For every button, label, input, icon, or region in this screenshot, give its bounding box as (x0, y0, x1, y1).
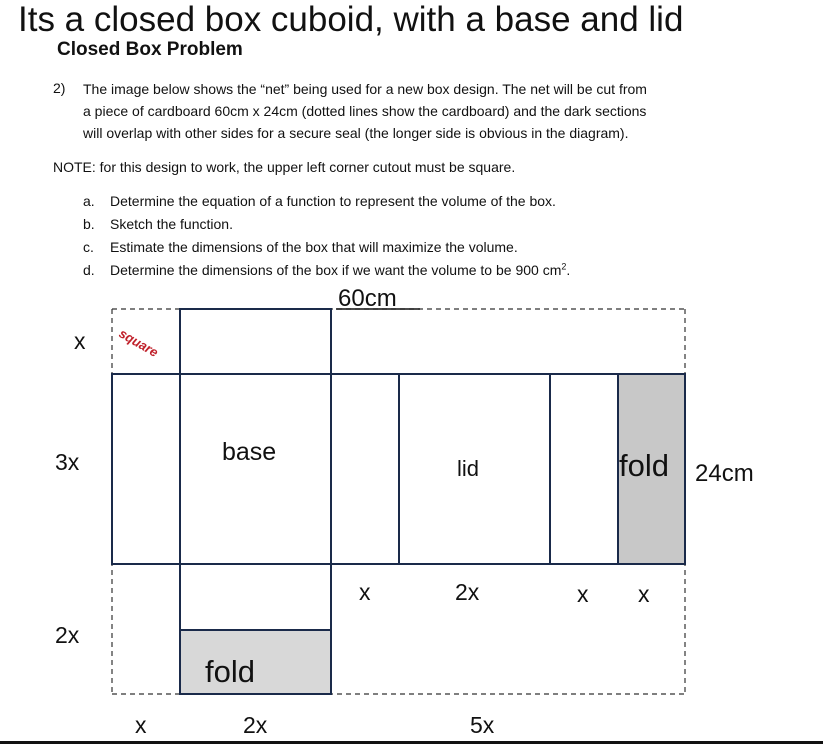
part-d-letter: d. (83, 262, 95, 278)
bottom-flap (180, 564, 331, 630)
top-flap (180, 309, 331, 374)
base-panel (180, 374, 331, 564)
left-side-panel (112, 374, 180, 564)
left-label-2x: 2x (55, 622, 80, 648)
part-b-text: Sketch the function. (110, 216, 233, 232)
inner-label-x-3: x (638, 581, 650, 607)
right-fold-label: fold (619, 448, 669, 483)
question-line-3: will overlap with other sides for a secure seal (the longer side is obvious in the diagram). (83, 125, 629, 141)
part-c-text: Estimate the dimensions of the box that will maximize the volume. (110, 239, 518, 255)
problem-title: Closed Box Problem (57, 39, 243, 60)
question-number: 2) (53, 80, 66, 96)
lid-label: lid (457, 456, 480, 481)
inner-label-x-1: x (359, 579, 371, 605)
part-a-text: Determine the equation of a function to represent the volume of the box. (110, 193, 556, 209)
part-b-letter: b. (83, 216, 95, 232)
right-side-panel (550, 374, 618, 564)
bottom-label-2x: 2x (243, 712, 268, 738)
middle-side-panel (331, 374, 399, 564)
part-d-text: Determine the dimensions of the box if we want the volume to be 900 $cm^2$. (110, 261, 571, 278)
bottom-rule (0, 741, 823, 744)
bottom-label-x: x (135, 712, 147, 738)
question-line-1: The image below shows the “net” being used for a new box design. The net will be cut from (83, 81, 647, 97)
inner-label-x-2: x (577, 581, 589, 607)
height-label: 24cm (695, 460, 754, 487)
inner-label-2x: 2x (455, 579, 480, 605)
part-a-letter: a. (83, 193, 95, 209)
bottom-fold-panel (180, 630, 331, 694)
question-line-2: a piece of cardboard 60cm x 24cm (dotted lines show the cardboard) and the dark sections (83, 103, 647, 119)
left-label-3x: 3x (55, 449, 80, 475)
bottom-label-5x: 5x (470, 712, 495, 738)
bottom-fold-label: fold (205, 654, 255, 689)
page-headline: Its a closed box cuboid, with a base and lid (18, 0, 684, 39)
base-label: base (222, 438, 277, 466)
left-label-x: x (74, 328, 86, 354)
square-label: square (116, 325, 161, 360)
note-text: NOTE: for this design to work, the upper left corner cutout must be square. (53, 159, 516, 175)
part-c-letter: c. (83, 239, 94, 255)
width-label: 60cm (338, 285, 397, 312)
